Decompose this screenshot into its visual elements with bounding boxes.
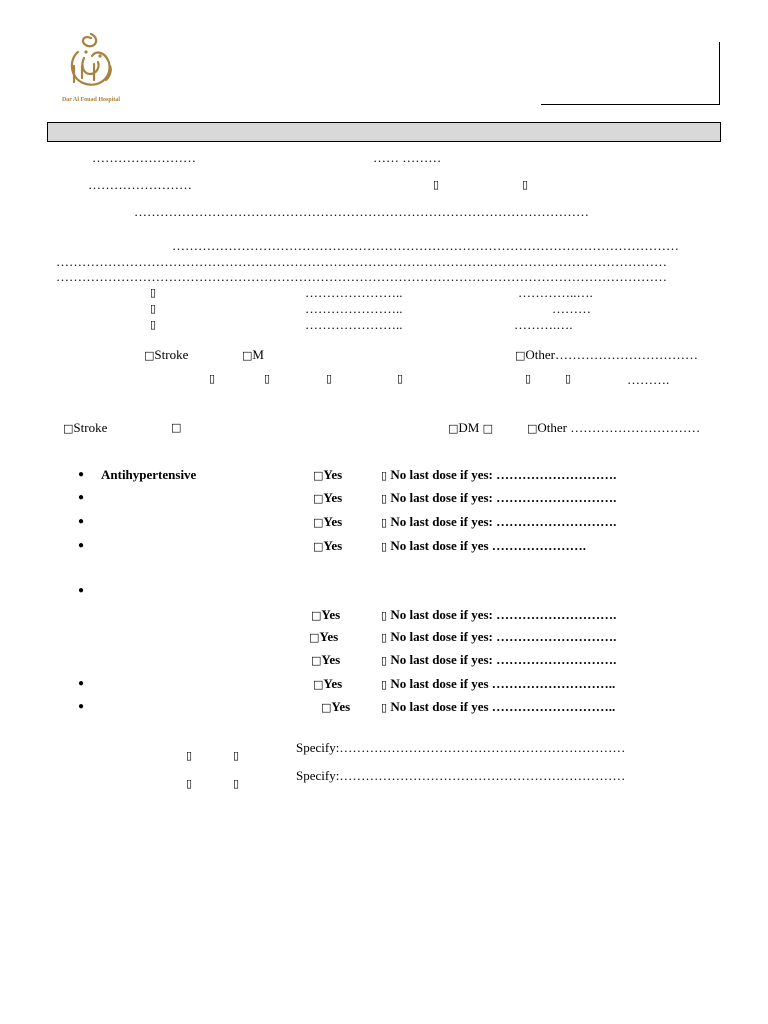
checkbox[interactable]: □ <box>515 349 526 362</box>
no-last-dose[interactable] <box>381 514 616 530</box>
section-header-band <box>47 122 721 142</box>
checkbox[interactable]: ▯ <box>264 372 271 385</box>
answer-line[interactable]: ……………………………………………………………………………………………………… <box>172 238 679 253</box>
checkbox[interactable]: ▯ <box>381 609 388 622</box>
answer-line[interactable]: ………. <box>627 372 670 387</box>
checkbox[interactable]: ▯ <box>209 372 216 385</box>
hospital-logo <box>56 30 126 106</box>
stroke-option[interactable] <box>144 347 188 363</box>
specify-field[interactable] <box>296 740 625 755</box>
checkbox[interactable]: □ <box>311 609 322 622</box>
hospital-logo-icon <box>56 30 126 96</box>
no-last-dose-label: No last dose if yes: ………………………. <box>387 514 617 529</box>
no-last-dose[interactable] <box>381 629 616 645</box>
yes-label: Yes <box>323 514 343 529</box>
no-last-dose-label: No last dose if yes: ………………………. <box>387 629 617 644</box>
answer-line[interactable]: …………………… <box>92 150 196 165</box>
bullet: ● <box>78 516 85 527</box>
checkbox[interactable]: □ <box>313 469 324 482</box>
checkbox[interactable]: ▯ <box>326 372 333 385</box>
checkbox[interactable]: ▯ <box>381 678 388 691</box>
yes-label: Yes <box>321 652 341 667</box>
checkbox[interactable]: ▯ <box>150 318 157 331</box>
bullet: ● <box>78 678 85 689</box>
yes-option[interactable] <box>313 538 342 554</box>
stroke-option-2[interactable] <box>63 420 107 436</box>
no-last-dose-label: No last dose if yes: ………………………. <box>387 467 617 482</box>
checkbox[interactable]: ▯ <box>381 701 388 714</box>
specify-field[interactable] <box>296 768 625 783</box>
checkbox[interactable]: ▯ <box>150 286 157 299</box>
yes-label: Yes <box>331 699 351 714</box>
answer-line[interactable]: …………………………………………………………………………………………… <box>134 204 589 219</box>
checkbox[interactable]: □ <box>321 701 332 714</box>
patient-label-box <box>541 42 720 105</box>
checkbox[interactable]: ▯ <box>150 302 157 315</box>
checkbox[interactable]: □ <box>63 422 74 435</box>
yes-option[interactable] <box>309 629 338 645</box>
bullet: ● <box>78 585 85 596</box>
other-label: Other <box>525 347 556 362</box>
checkbox[interactable]: □ <box>313 516 324 529</box>
yes-label: Yes <box>323 490 343 505</box>
answer-line[interactable]: ………………….. <box>305 317 403 332</box>
checkbox[interactable]: ▯ <box>233 749 240 762</box>
answer-line[interactable]: ……….…. <box>514 317 573 332</box>
no-last-dose[interactable] <box>381 652 616 668</box>
checkbox[interactable]: □ <box>448 422 459 435</box>
checkbox[interactable]: ▯ <box>381 540 388 553</box>
checkbox[interactable]: □ <box>482 422 494 435</box>
checkbox[interactable]: ▯ <box>381 492 388 505</box>
bullet: ● <box>78 540 85 551</box>
yes-option[interactable] <box>313 676 342 692</box>
yes-label: Yes <box>321 607 341 622</box>
stroke-label: Stroke <box>154 347 189 362</box>
yes-option[interactable] <box>311 607 340 623</box>
no-last-dose[interactable] <box>381 490 616 506</box>
no-last-dose-label: No last dose if yes: ………………………. <box>387 490 617 505</box>
answer-line[interactable]: ………………………… <box>570 420 701 435</box>
yes-option[interactable] <box>321 699 350 715</box>
no-last-dose-label: No last dose if yes: ………………………. <box>387 652 617 667</box>
checkbox[interactable]: □ <box>313 678 324 691</box>
no-last-dose[interactable] <box>381 538 586 554</box>
no-last-dose[interactable] <box>381 699 615 715</box>
answer-line[interactable]: …………..…. <box>518 285 593 300</box>
antihypertensive-label: Antihypertensive <box>101 467 197 482</box>
answer-line[interactable]: ………………………………………………………… <box>339 740 626 755</box>
answer-line[interactable]: …………………… <box>88 177 192 192</box>
no-last-dose-label: No last dose if yes ……………………….. <box>387 676 616 691</box>
checkbox[interactable]: ▯ <box>186 777 193 790</box>
no-last-dose-label: No last dose if yes …………………. <box>387 538 587 553</box>
yes-option[interactable] <box>313 467 342 483</box>
checkbox[interactable]: ▯ <box>381 516 388 529</box>
yes-option[interactable] <box>311 652 340 668</box>
m-option[interactable] <box>242 347 264 363</box>
stroke-label: Stroke <box>73 420 108 435</box>
yes-option[interactable] <box>313 514 342 530</box>
answer-line[interactable]: ………………………………………………………… <box>339 768 626 783</box>
checkbox[interactable]: ▯ <box>433 178 440 191</box>
no-last-dose-label: No last dose if yes ……………………….. <box>387 699 616 714</box>
other-label: Other <box>537 420 568 435</box>
checkbox[interactable]: ▯ <box>233 777 240 790</box>
answer-line[interactable]: …………………………… <box>555 347 699 362</box>
checkbox[interactable]: □ <box>311 654 322 667</box>
yes-option[interactable] <box>313 490 342 506</box>
answer-line[interactable]: …… ……… <box>373 150 442 165</box>
yes-label: Yes <box>323 676 343 691</box>
checkbox[interactable]: ▯ <box>525 372 532 385</box>
yes-label: Yes <box>319 629 339 644</box>
checkbox[interactable]: □ <box>242 349 253 362</box>
checkbox[interactable]: ▯ <box>522 178 529 191</box>
checkbox[interactable]: ▯ <box>397 372 404 385</box>
checkbox[interactable]: ▯ <box>565 372 572 385</box>
bullet: ● <box>78 701 85 712</box>
dm-label: DM <box>458 420 480 435</box>
no-last-dose[interactable] <box>381 676 615 692</box>
checkbox[interactable]: □ <box>309 631 320 644</box>
specify-label: Specify: <box>296 768 340 783</box>
dm-option[interactable] <box>448 420 493 436</box>
answer-line[interactable]: …………………………………………………………………………………………………………………………… <box>56 269 667 284</box>
answer-line[interactable]: …………………………………………………………………………………………………………………………… <box>56 254 667 269</box>
answer-line[interactable]: ……… <box>552 301 591 316</box>
specify-label: Specify: <box>296 740 340 755</box>
checkbox[interactable]: ▯ <box>381 631 388 644</box>
other-option[interactable] <box>515 347 698 363</box>
checkbox[interactable]: □ <box>171 421 182 434</box>
checkbox[interactable]: □ <box>313 540 324 553</box>
answer-line[interactable]: ………………….. <box>305 285 403 300</box>
bullet: ● <box>78 469 85 480</box>
checkbox[interactable]: □ <box>313 492 324 505</box>
yes-label: Yes <box>323 467 343 482</box>
other-option-2[interactable] <box>527 420 700 436</box>
checkbox[interactable]: □ <box>144 349 155 362</box>
answer-line[interactable]: ………………….. <box>305 301 403 316</box>
bullet: ● <box>78 492 85 503</box>
no-last-dose[interactable] <box>381 467 616 483</box>
m-label: M <box>252 347 264 362</box>
no-last-dose[interactable] <box>381 607 616 623</box>
checkbox[interactable]: ▯ <box>381 654 388 667</box>
no-last-dose-label: No last dose if yes: ………………………. <box>387 607 617 622</box>
checkbox[interactable]: ▯ <box>381 469 388 482</box>
hospital-name: Dar Al Fouad Hospital <box>61 97 121 103</box>
checkbox[interactable]: ▯ <box>186 749 193 762</box>
yes-label: Yes <box>323 538 343 553</box>
checkbox[interactable]: □ <box>527 422 538 435</box>
